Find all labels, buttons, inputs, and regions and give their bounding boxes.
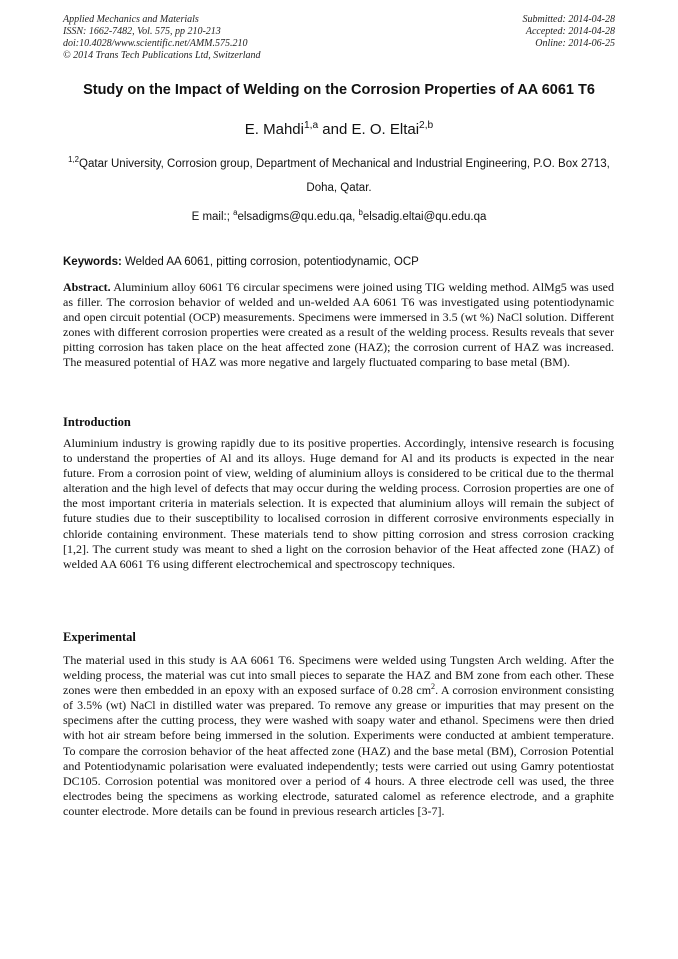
email-separator: ,	[352, 211, 359, 223]
journal-name: Applied Mechanics and Materials	[63, 14, 199, 25]
affiliation	[60, 152, 618, 200]
email-link-b[interactable]: elsadig.eltai@qu.edu.qa	[362, 211, 487, 223]
experimental-paragraph	[63, 653, 614, 819]
accepted-date: Accepted: 2014-04-28	[525, 26, 615, 37]
author-line	[0, 120, 678, 140]
submission-dates	[523, 14, 616, 50]
keywords	[63, 254, 623, 270]
experimental-heading: Experimental	[63, 630, 136, 644]
abstract-text: Aluminium alloy 6061 T6 circular specimens were joined using TIG welding method. AlMg5 was used as filler. The corrosion behavior of welded and un-welded AA 6061 T6 was investigated using potentiodynamic and open circuit potential (OCP) measurements. Specimens were immersed in 3.5 (wt %) NaCl solution. Different zones with different corrosion properties were created as a result of the welding process. Results reveals that sever pitting corrosion has taken place on the heat affected zone (HAZ); the corrosion current of HAZ was increased. The measured potential of HAZ was more negative and largely fluctuated comparing to base metal (BM).	[63, 280, 614, 370]
paper-title: Study on the Impact of Welding on the Corrosion Properties of AA 6061 T6	[83, 82, 595, 98]
email-prefix: E mail:;	[191, 211, 234, 223]
experimental-text: . A corrosion environment consisting of 3.5% (wt) NaCl in distilled water was prepared. To remove any grease or impurities that may present on the specimens after the cutting process, they were washed with soapy water and ethanol. Specimens were then dried with hot air stream before being immersed in the solution. Experiments were conducted at ambient temperature. To compare the corrosion behavior of the heat affected zone (HAZ) and the base metal (BM), Corrosion Potential and Potentiodynamic polarisation were evaluated independently; tests were carried out using Gamry potentiostat DC105. Corrosion potential was monitored over a period of 4 hours. A three electrode cell was used, the three electrodes being the specimens as working electrode, saturated calomel as reference electrode, and a graphite counter electrode. More details can be found in previous research articles [3-7].	[63, 683, 615, 818]
author-superscript: 1,a	[303, 120, 319, 131]
journal-header	[63, 14, 261, 62]
unit-superscript: 2	[431, 682, 436, 692]
keywords-label: Keywords:	[63, 256, 122, 268]
author-conjunction: and	[318, 121, 352, 138]
email-line	[0, 209, 678, 225]
email-superscript: b	[358, 208, 363, 218]
author-name: E. O. Eltai	[351, 121, 420, 138]
experimental-text: The material used in this study is AA 6061 T6. Specimens were welded using Tungsten Arch welding. After the welding process, the material was cut into small pieces to separate the HAZ and BM zone from each other. These zones were then embedded in an epoxy with an exposed surface of 0.28 cm	[63, 653, 614, 698]
author-superscript: 2,b	[419, 120, 434, 131]
introduction-paragraph: Aluminium industry is growing rapidly due to its positive properties. Accordingly, intensive research is focusing to understand the properties of Al and its alloys. Huge demand for Al and its products is expected in the near future. From a corrosion point of view, welding of aluminium alloys is considered to be critical due to the thermal alteration and the high level of defects that may occur during the welding process. Corrosion properties are one of the most important criteria in materials selection. It is expected that aluminium alloys will remain the subject of future studies due to their susceptibility to localised corrosion in different corrosive environments especially in chloride containing environment. These materials tend to show pitting corrosion and stress corrosion cracking [1,2]. The current study was meant to shed a light on the corrosion behavior of the Heat affected zone (HAZ) of welded AA 6061 T6 using different electrochemical and spectroscopy techniques.	[63, 436, 614, 571]
email-superscript: a	[233, 208, 238, 218]
introduction-heading: Introduction	[63, 415, 131, 429]
affiliation-text: Qatar University, Corrosion group, Department of Mechanical and Industrial Engineering, P.O. Box 2713, Doha, Qatar.	[79, 158, 610, 194]
journal-doi[interactable]: doi:10.4028/www.scientific.net/AMM.575.210	[63, 38, 248, 49]
journal-issn: ISSN: 1662-7482, Vol. 575, pp 210-213	[63, 26, 221, 37]
email-link-a[interactable]: elsadigms@qu.edu.qa	[237, 211, 353, 223]
submitted-date: Submitted: 2014-04-28	[522, 14, 615, 25]
online-date: Online: 2014-06-25	[535, 38, 615, 49]
abstract-label: Abstract.	[63, 280, 111, 294]
abstract-paragraph	[63, 280, 614, 371]
author-name: E. Mahdi	[244, 121, 304, 138]
journal-copyright: © 2014 Trans Tech Publications Ltd, Switzerland	[63, 50, 261, 61]
affiliation-superscript: 1,2	[68, 155, 80, 165]
keywords-text: Welded AA 6061, pitting corrosion, potentiodynamic, OCP	[121, 256, 419, 268]
